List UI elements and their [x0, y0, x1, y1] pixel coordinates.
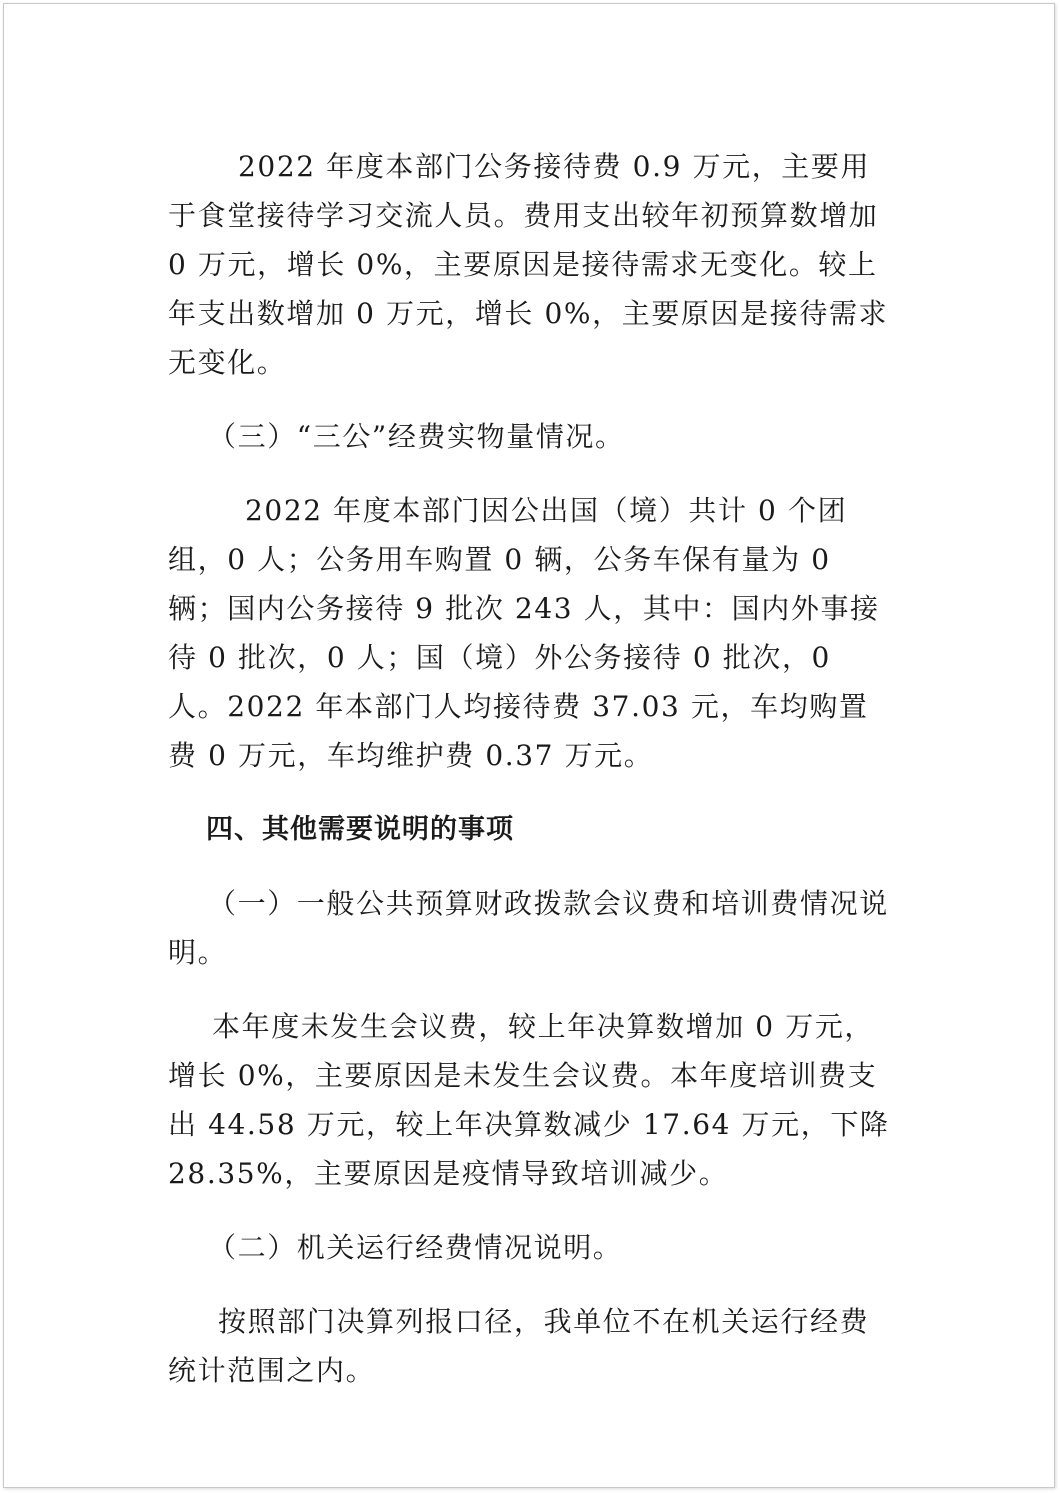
heading-other-matters: 四、其他需要说明的事项: [206, 814, 514, 845]
document-body: [168, 142, 894, 1395]
paragraph-quantity-details: 2022 年度本部门因公出国（境）共计 0 个团组，0 人；公务用车购置 0 辆，公务车保有量为 0 辆；国内公务接待 9 批次 243 人，其中：国内外事接待 0 批次，0 人；国（境）外公务接待 0 批次，0 人。2022 年本部门人均接待费 37.03 元，车均购置费 0 万元，车均维护费 0.37 万元。: [168, 494, 880, 772]
paragraph-reception-fee: 2022 年度本部门公务接待费 0.9 万元，主要用于食堂接待学习交流人员。费用支出较年初预算数增加 0 万元，增长 0%，主要原因是接待需求无变化。较上年支出数增加 0 万元，增长 0%，主要原因是接待需求无变化。: [168, 150, 889, 379]
paragraph-meeting-training-details: 本年度未发生会议费，较上年决算数增加 0 万元，增长 0%，主要原因是未发生会议费。本年度培训费支出 44.58 万元，较上年决算数减少 17.64 万元，下降 28.35%，主要原因是疫情导致培训减少。: [168, 1010, 890, 1190]
heading-operating-expenses: （二）机关运行经费情况说明。: [208, 1231, 623, 1264]
document-page: [3, 3, 1055, 1488]
heading-meeting-training-fee: （一）一般公共预算财政拨款会议费和培训费情况说明。: [168, 887, 889, 969]
heading-three-public-quantity: （三）“三公”经费实物量情况。: [208, 420, 625, 453]
paragraph-operating-expenses-details: 按照部门决算列报口径，我单位不在机关运行经费统计范围之内。: [168, 1305, 870, 1387]
